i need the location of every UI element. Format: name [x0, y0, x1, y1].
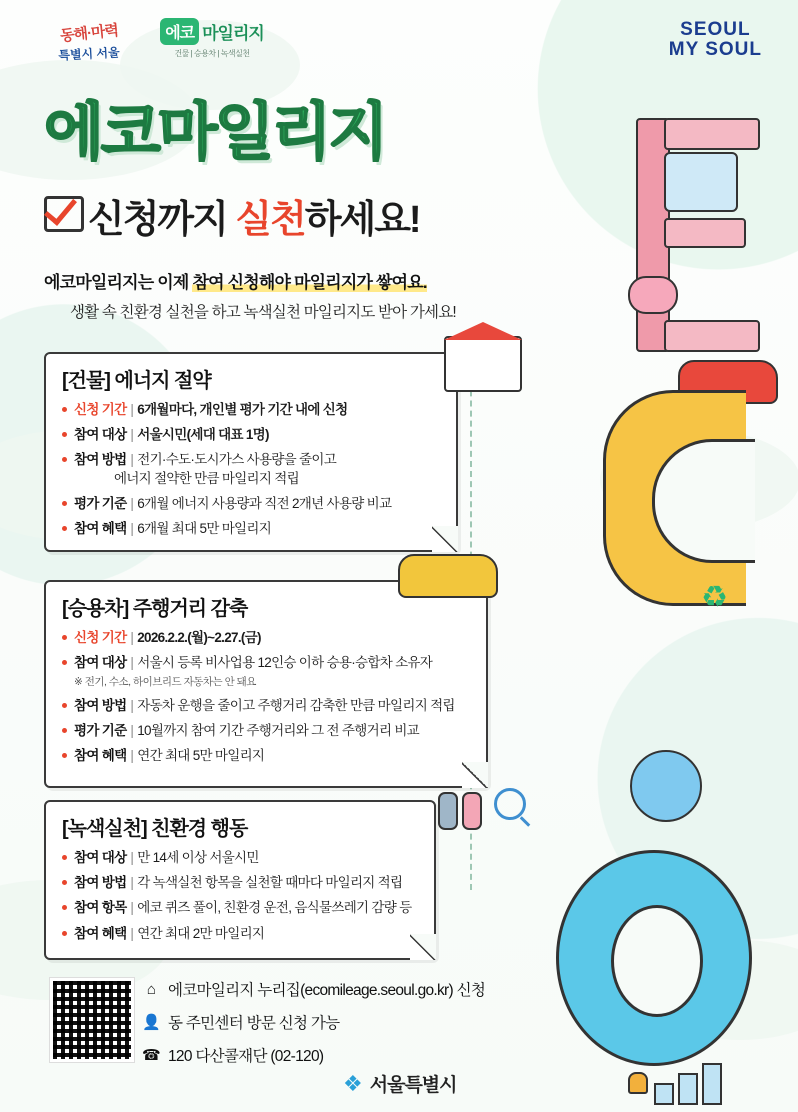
lead-text-2: 생활 속 친환경 실천을 하고 녹색실천 마일리지도 받아 가세요!: [70, 304, 456, 321]
row-label: 참여 혜택: [74, 925, 127, 941]
row-label: 참여 대상: [74, 427, 127, 443]
seoul-logo-text: 서울특별시: [369, 1075, 457, 1096]
phone-icon: ☎: [142, 1047, 160, 1064]
eco-mileage-logo: [148, 18, 276, 59]
list-item: 참여 혜택 | 연간 최대 5만 마일리지: [62, 747, 472, 765]
card-title: [승용차] 주행거리 감축: [62, 598, 248, 620]
windmill-icon: [664, 152, 738, 212]
list-item: 참여 대상 | 서울시민(세대 대표 1명): [62, 426, 442, 444]
house-icon: [444, 336, 522, 392]
row-value: 만 14세 이상 서울시민: [137, 850, 259, 865]
letter-c-shape: [603, 390, 746, 606]
row-value: 6개월마다, 개인별 평가 기간 내에 신청: [137, 402, 348, 417]
person-icon: 👤: [142, 1014, 160, 1031]
piggy-bank-icon: [628, 276, 678, 314]
seoul-my-soul-line2: MY SOUL: [668, 38, 762, 60]
seoul-brand-line2: 특별시 서울: [58, 45, 120, 63]
row-value: 2026.2.2.(월)~2.27.(금): [137, 630, 261, 645]
list-item: 참여 항목 | 에코 퀴즈 풀이, 친환경 운전, 음식물쓰레기 감량 등: [62, 899, 420, 917]
list-item: 참여 대상 | 서울시 등록 비사업용 12인승 이하 승용·승합차 소유자 ※ 전기, 수소, 하이브리드 자동차는 안 돼요: [62, 654, 472, 689]
globe-icon: [630, 750, 702, 822]
row-label: 참여 방법: [74, 697, 127, 713]
card-car-driving: [44, 580, 488, 788]
flower-icon: [628, 1072, 648, 1094]
eco-logo-subtitle: 건물 | 승용차 | 녹색실천: [174, 49, 250, 58]
home-icon: ⌂: [146, 980, 156, 998]
list-item: 참여 방법 | 각 녹색실천 항목을 실천할 때마다 마일리지 적립: [62, 874, 420, 892]
checkbox-check-icon: [44, 196, 84, 232]
eco-letters-illustration: [498, 60, 798, 1060]
row-label: 참여 대상: [74, 655, 127, 671]
row-value: 전기·수도·도시가스 사용량을 줄이고: [137, 452, 337, 468]
row-value: 자동차 운행을 줄이고 주행거리 감축한 만큼 마일리지 적립: [137, 697, 455, 713]
car-icon: [398, 554, 498, 598]
eco-logo-badge: 에코: [160, 18, 199, 45]
recycle-icon: ♻: [701, 581, 728, 614]
page-title: 에코마일리지: [44, 98, 386, 167]
card-row-list: [46, 627, 486, 784]
lead-text-1: [44, 268, 427, 293]
row-value-continued: 에너지 절약한 만큼 마일리지 적립: [114, 470, 299, 486]
lead1-highlight: 참여 신청해야 마일리지가 쌓여요.: [192, 273, 427, 292]
card-title: [녹색실천] 친환경 행동: [62, 818, 248, 840]
subtitle-after: 하세요!: [304, 199, 420, 241]
page-subtitle: [88, 188, 420, 243]
contact-row-phone: [142, 1044, 485, 1066]
row-label: 평가 기준: [74, 722, 127, 738]
corner-fold: [410, 934, 436, 960]
subtitle-before: 신청까지: [88, 199, 236, 241]
row-value: 서울시민(세대 대표 1명): [137, 427, 269, 443]
contact-info: [142, 978, 485, 1077]
list-item: 신청 기간 | 2026.2.2.(월)~2.27.(금): [62, 629, 472, 647]
qr-code[interactable]: [50, 978, 134, 1062]
contact-text: 동 주민센터 방문 신청 가능: [168, 1015, 340, 1032]
row-label: 신청 기간: [74, 402, 127, 417]
magnifier-icon: [494, 788, 526, 820]
subtitle-accent: 실천: [235, 199, 305, 241]
list-item: 참여 혜택 | 6개월 최대 5만 마일리지: [62, 520, 442, 538]
lead1-before: 에코마일리지는 이제: [44, 273, 193, 292]
seoul-logo-mark: ❖: [343, 1070, 363, 1096]
row-label: 참여 혜택: [74, 521, 127, 537]
card-title: [건물] 에너지 절약: [62, 370, 211, 392]
row-note: ※ 전기, 수소, 하이브리드 자동차는 안 돼요: [74, 676, 256, 689]
list-item: 평가 기준 | 10월까지 참여 기간 주행거리와 그 전 주행거리 비교: [62, 722, 472, 740]
row-value: 연간 최대 2만 마일리지: [137, 925, 265, 941]
row-label: 평가 기준: [74, 495, 127, 511]
seoul-my-soul-line1: SEOUL: [680, 19, 751, 40]
letter-o-shape: [556, 850, 752, 1066]
contact-row-website[interactable]: [142, 978, 485, 1000]
card-row-list: [46, 847, 434, 962]
corner-fold: [432, 526, 458, 552]
contact-text: 에코마일리지 누리집(ecomileage.seoul.go.kr) 신청: [168, 982, 486, 999]
list-item: 신청 기간 | 6개월마다, 개인별 평가 기간 내에 신청: [62, 401, 442, 419]
seoul-city-logo: [343, 1070, 457, 1097]
list-item: 참여 방법 | 자동차 운행을 줄이고 주행거리 감축한 만큼 마일리지 적립: [62, 697, 472, 715]
contact-row-center: [142, 1011, 485, 1033]
row-label: 참여 항목: [74, 900, 127, 916]
card-row-list: [46, 399, 456, 557]
seoul-my-soul-logo: [669, 20, 762, 60]
row-value: 에코 퀴즈 풀이, 친환경 운전, 음식물쓰레기 감량 등: [137, 900, 412, 916]
row-value: 연간 최대 5만 마일리지: [137, 748, 265, 764]
people-icon: [438, 784, 492, 830]
row-value: 각 녹색실천 항목을 실천할 때마다 마일리지 적립: [137, 875, 403, 891]
list-item: 평가 기준 | 6개월 에너지 사용량과 직전 2개년 사용량 비교: [62, 495, 442, 513]
list-item: 참여 대상 | 만 14세 이상 서울시민: [62, 849, 420, 867]
row-label: 참여 혜택: [74, 748, 127, 764]
row-value: 10월까지 참여 기간 주행거리와 그 전 주행거리 비교: [137, 722, 420, 738]
contact-text: 120 다산콜재단 (02-120): [168, 1048, 324, 1065]
row-label: 신청 기간: [74, 630, 127, 645]
eco-logo-word: 마일리지: [202, 24, 264, 43]
seoul-brand-logo: [34, 22, 144, 62]
card-green-practice: [44, 800, 436, 960]
row-value: 서울시 등록 비사업용 12인승 이하 승용·승합차 소유자: [137, 655, 433, 671]
card-building-energy: [44, 352, 458, 552]
row-label: 참여 방법: [74, 875, 127, 891]
list-item: 참여 방법 | 전기·수도·도시가스 사용량을 줄이고 에너지 절약한 만큼 마일리지 적립: [62, 451, 442, 487]
row-value: 6개월 에너지 사용량과 직전 2개년 사용량 비교: [137, 495, 392, 511]
row-label: 참여 방법: [74, 452, 127, 468]
seoul-brand-line1: 동해·마력: [59, 22, 119, 45]
row-label: 참여 대상: [74, 850, 127, 865]
bar-chart-icon: [654, 1065, 744, 1105]
list-item: 참여 혜택 | 연간 최대 2만 마일리지: [62, 925, 420, 943]
row-value: 6개월 최대 5만 마일리지: [137, 521, 272, 537]
